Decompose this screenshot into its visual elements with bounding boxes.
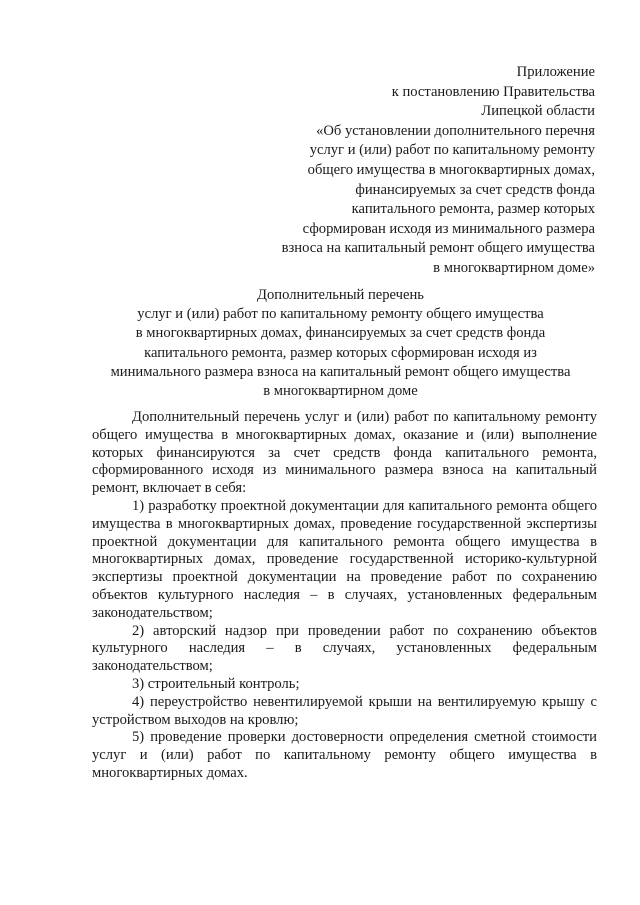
appendix-line: Приложение [516,64,595,80]
appendix-line: общего имущества в многоквартирных домах, [307,161,595,178]
appendix-line: «Об установлении дополнительного перечня [316,122,595,139]
title-line: минимального размера взноса на капитальный ремонт общего имущества [110,363,571,380]
appendix-header [235,63,595,279]
list-item: 3) строительный контроль; [132,675,300,692]
appendix-line: к постановлению Правительства [391,83,595,100]
document-body [92,409,597,783]
title-line: услуг и (или) работ по капитальному ремонту общего имущества [137,306,544,323]
title-line: Дополнительный перечень [257,287,424,303]
list-item: 4) переустройство невентилируемой крыши на вентилируемую крышу с устройством выходов на кровлю; [92,693,597,728]
appendix-line: услуг и (или) работ по капитальному ремонту [309,142,595,159]
title-line: в многоквартирном доме [263,383,418,400]
appendix-line: финансируемых за счет средств фонда [355,181,595,198]
list-item: 1) разработку проектной документации для капитального ремонта общего имущества в многоквартирных домах, проведение государственной экспертизы проектной документации для капитального ремонта общего имущества в многоквартирных домах, проведение государственной историко-культурной экспертизы проектной документации на проведение работ по сохранению объектов культурного наследия – в случаях, установленных федеральным законодательством; [92,497,597,621]
intro-paragraph: Дополнительный перечень услуг и (или) работ по капитальному ремонту общего имущества в многоквартирных домах, оказание и (или) выполнение которых финансируются за счет средств фонда капитального ремонта, сформированного исходя из минимального размера взноса на капитальный ремонт, включает в себя: [92,409,597,497]
appendix-line: сформирован исходя из минимального размера [302,220,595,237]
appendix-line: капитального ремонта, размер которых [351,201,595,218]
appendix-line: Липецкой области [481,103,595,120]
title-line: в многоквартирных домах, финансируемых за счет средств фонда [135,325,546,342]
document-title [88,286,593,401]
appendix-line: взноса на капитальный ремонт общего имущества [281,240,595,257]
title-line: капитального ремонта, размер которых сформирован исходя из [144,344,537,361]
list-item: 5) проведение проверки достоверности определения сметной стоимости услуг и (или) работ по капитальному ремонту общего имущества в многоквартирных домах. [92,729,597,781]
list-item: 2) авторский надзор при проведении работ по сохранению объектов культурного наследия – в случаях, установленных федеральным законодательством; [92,622,597,675]
appendix-line: в многоквартирном доме» [433,259,595,276]
